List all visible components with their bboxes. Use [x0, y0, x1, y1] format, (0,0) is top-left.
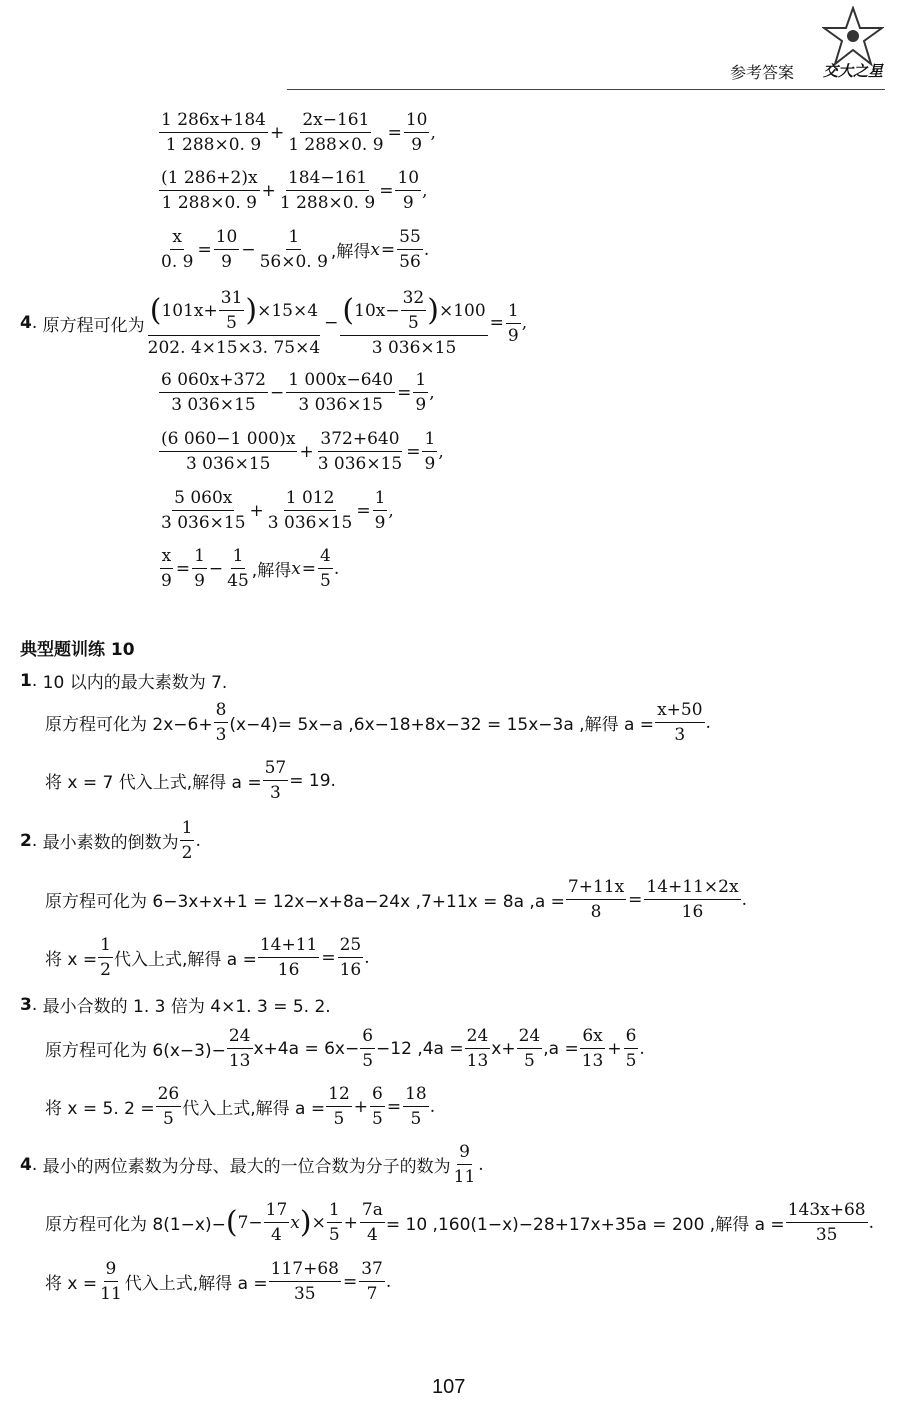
p4-equation-line-3: $\frac{(6 060-1 000)x}{3 036\times 15}$ + $\frac{372+640}{3 036\times 15}$ = $\frac{1}{9}$ ,	[161, 429, 444, 474]
q2-line-2: 原方程可化为 6−3x+x+1 = 12x−x+8a−24x ,7+11x = 8a ,a = $\frac{7+11x}{8}$ = $\frac{14+11\times 2x}{16}$ .	[45, 877, 747, 922]
p4-equation-line-1: 4 . 原方程可化为 ( 101x+ $\frac{31}{5}$ ) ×15×4 202. 4×15×3. 75×4 − ( 10x− $\frac{32}{5}$ ) ×100 3 036×15 = $\frac{1}{9}$ ,	[20, 288, 528, 358]
star-logo-icon	[822, 6, 884, 68]
q1-line-1: 1 . 10 以内的最大素数为 7.	[20, 670, 228, 693]
section-title: 典型题训练 10	[20, 640, 135, 660]
header-title: 参考答案	[730, 63, 795, 82]
q4-line-3: 将 x = $\frac{9}{11}$ 代入上式,解得 a = $\frac{117+68}{35}$ = $\frac{37}{7}$ .	[45, 1259, 392, 1304]
header-divider	[287, 89, 885, 90]
p3-equation-line-3: $\frac{x}{0. 9}$ = $\frac{10}{9}$ − $\frac{1}{56\times 0. 9}$ ,解得 x = $\frac{55}{56}$ .	[161, 227, 430, 272]
q2-line-1: 2 . 最小素数的倒数为 $\frac{1}{2}$ .	[20, 818, 201, 863]
q3-line-2: 原方程可化为 6(x−3)− $\frac{24}{13}$ x+4a = 6x− $\frac{6}{5}$ −12 ,4a = $\frac{24}{13}$ x+ $\frac{24}{5}$ ,a = $\frac{6x}{13}$ + $\frac{6}{5}$ .	[45, 1026, 645, 1071]
q3-line-3: 将 x = 5. 2 = $\frac{26}{5}$ 代入上式,解得 a = $\frac{12}{5}$ + $\frac{6}{5}$ = $\frac{18}{5}$ .	[45, 1084, 436, 1129]
p3-equation-line-2: $\frac{(1 286+2)x}{1 288\times 0. 9}$ + $\frac{184-161}{1 288\times 0. 9}$ = $\frac{10}{9}$ ,	[161, 168, 428, 213]
q4-line-2: 原方程可化为 8(1−x)− ( 7− $\frac{17}{4}$ x ) × $\frac{1}{5}$ + $\frac{7a}{4}$ = 10 ,160(1−x)−28+17x+35a = 200 ,解得 a = $\frac{143x+68}{35}$ .	[45, 1200, 875, 1245]
page-number: 107	[432, 1376, 466, 1398]
p4-equation-line-2: $\frac{6 060x+372}{3 036\times 15}$ − $\frac{1 000x-640}{3 036\times 15}$ = $\frac{1}{9}$ ,	[161, 370, 435, 415]
p4-equation-line-4: $\frac{5 060x}{3 036\times 15}$ + $\frac{1 012}{3 036\times 15}$ = $\frac{1}{9}$ ,	[161, 488, 394, 533]
p4-equation-line-5: $\frac{x}{9}$ = $\frac{1}{9}$ − $\frac{1}{45}$ ,解得 x = $\frac{4}{5}$ .	[161, 546, 340, 591]
header-brand: 交大之星	[823, 62, 884, 80]
q3-line-1: 3 . 最小合数的 1. 3 倍为 4×1. 3 = 5. 2.	[20, 994, 331, 1017]
q1-line-3: 将 x = 7 代入上式,解得 a = $\frac{57}{3}$ = 19.	[45, 758, 336, 803]
q4-line-1: 4 . 最小的两位素数为分母、最大的一位合数为分子的数为 $\frac{9}{11}$ .	[20, 1142, 484, 1187]
q1-line-2: 原方程可化为 2x−6+ $\frac{8}{3}$ (x−4)= 5x−a ,6x−18+8x−32 = 15x−3a ,解得 a = $\frac{x+50}{3}$ .	[45, 700, 711, 745]
q2-line-3: 将 x = $\frac{1}{2}$ 代入上式,解得 a = $\frac{14+11}{16}$ = $\frac{25}{16}$ .	[45, 935, 370, 980]
p3-equation-line-1: $\frac{1 286x+184}{1 288\times 0. 9}$ + $\frac{2x-161}{1 288\times 0. 9}$ = $\frac{10}{9}$ ,	[161, 110, 436, 155]
